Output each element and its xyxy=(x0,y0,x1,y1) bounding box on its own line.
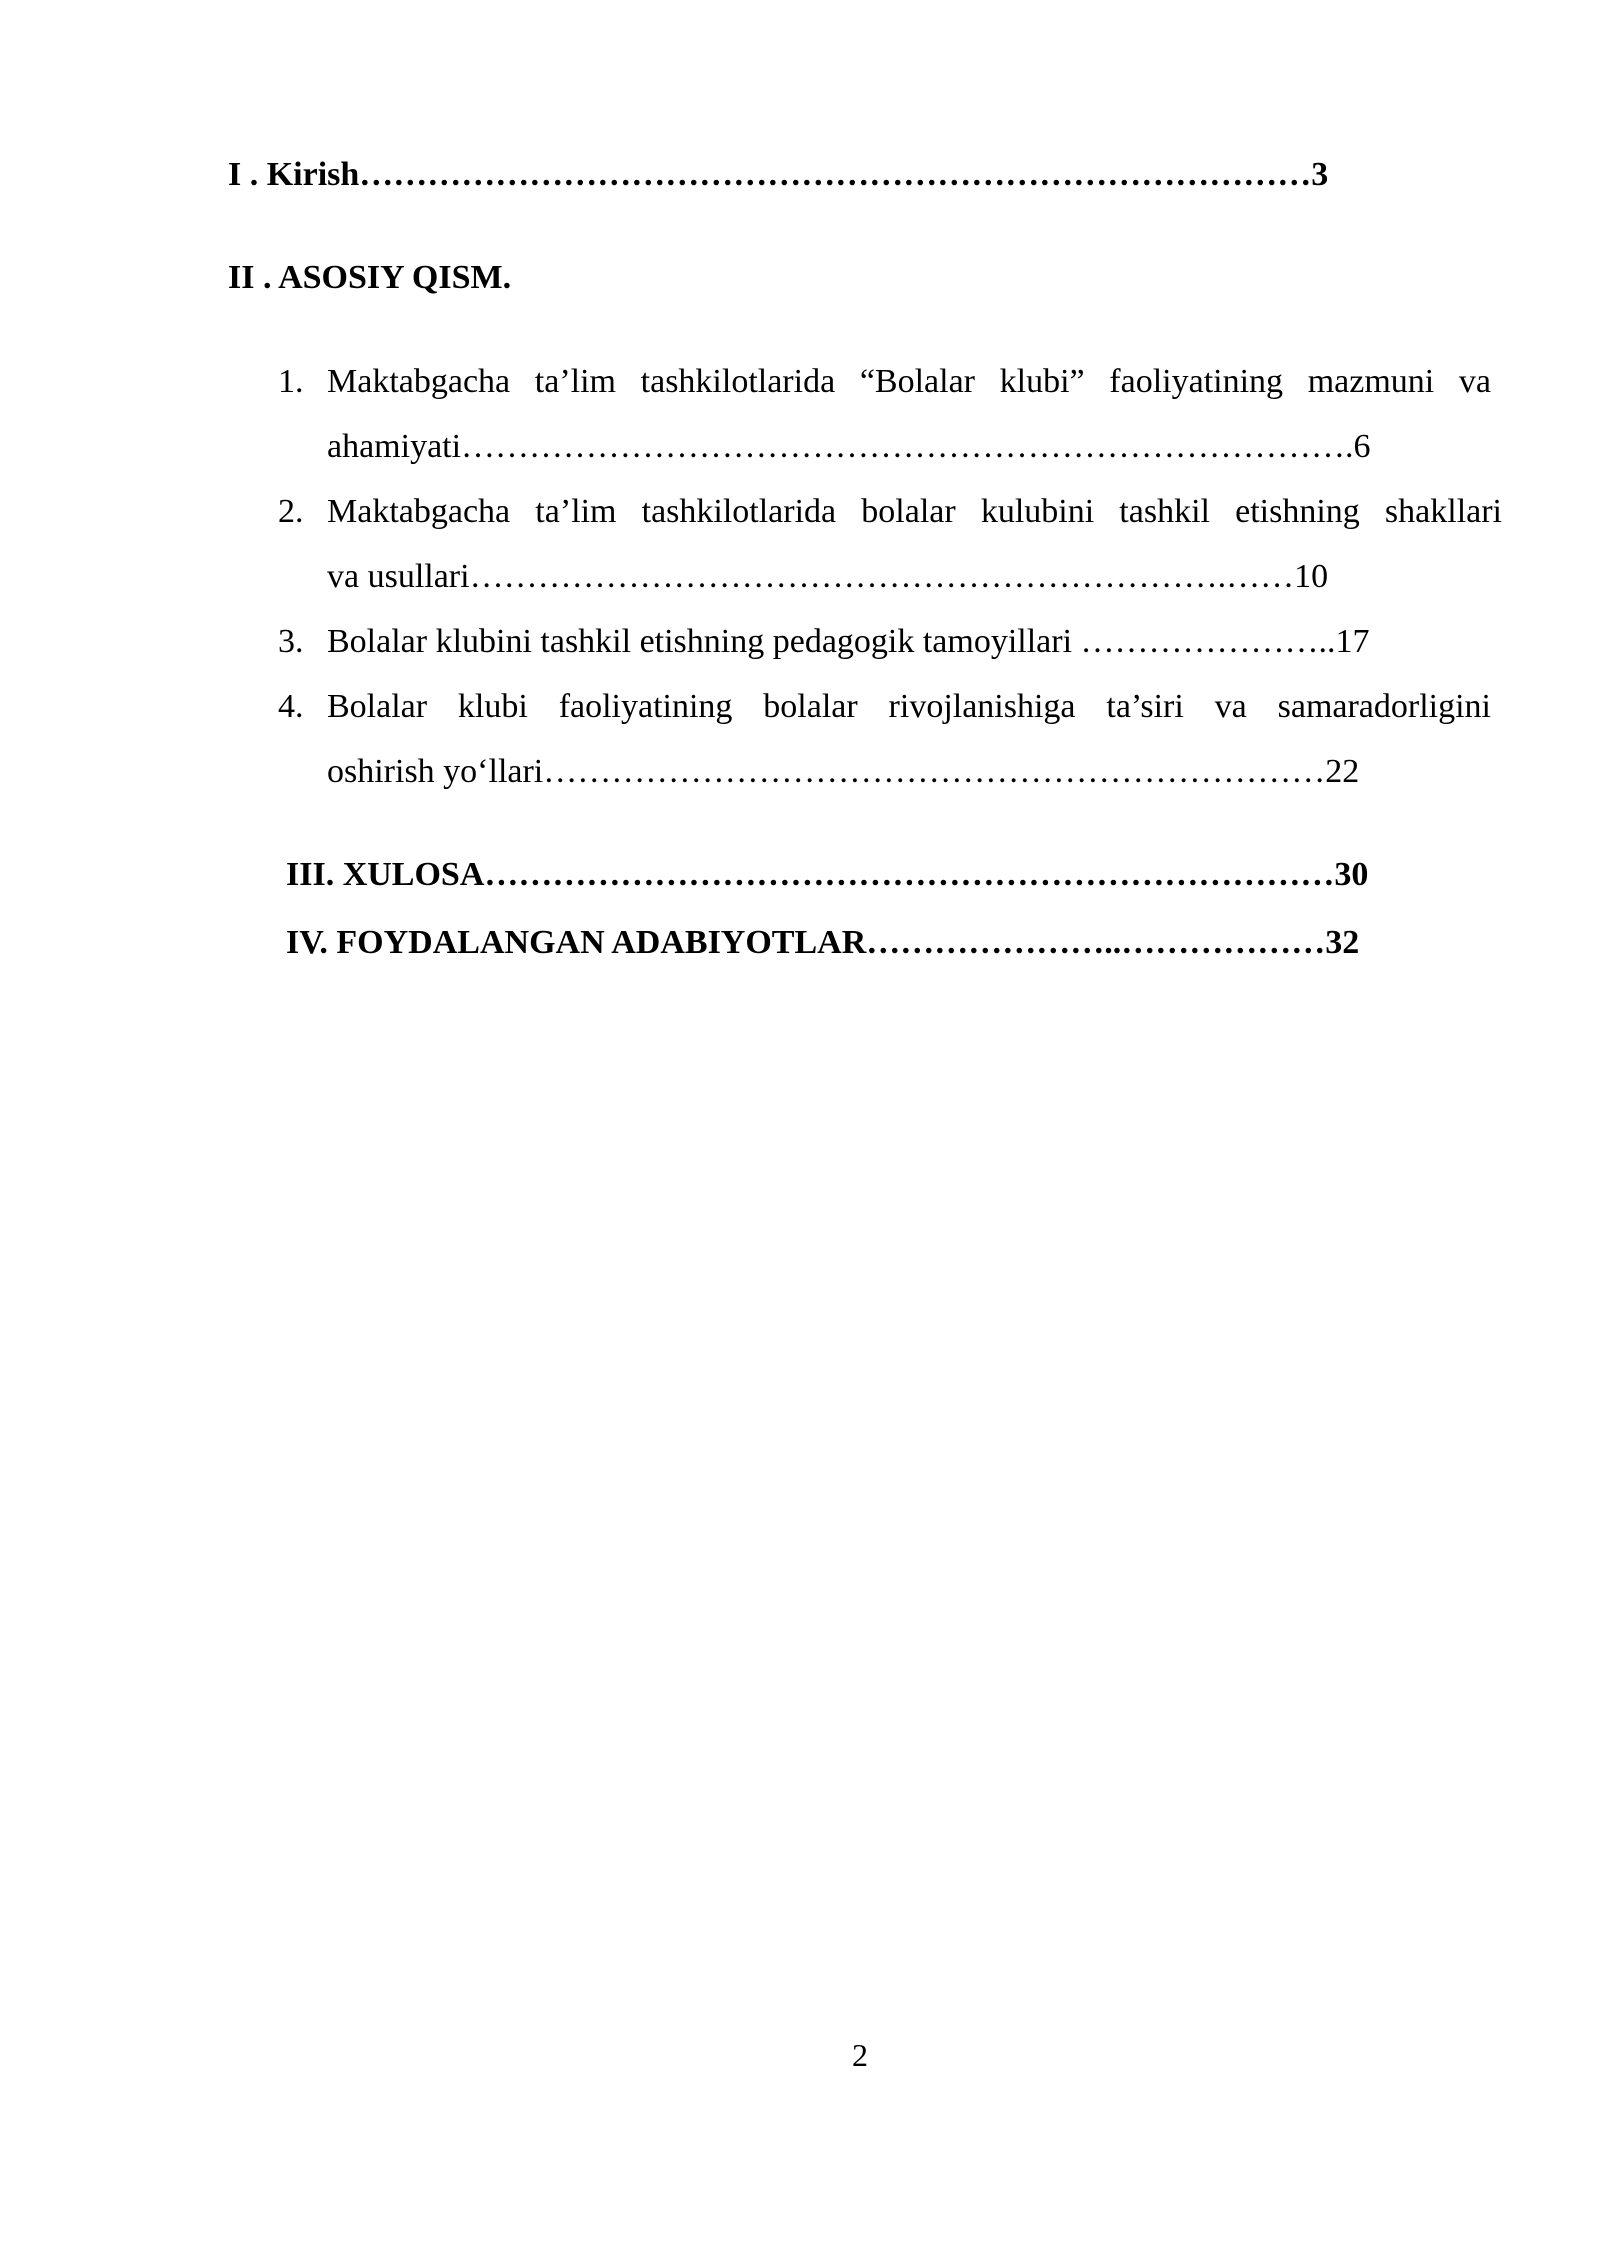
toc-item-number: 4. xyxy=(278,688,304,725)
toc-item-number: 3. xyxy=(278,623,304,660)
toc-entry-references: IV. FOYDALANGAN ADABIYOTLAR…………………..………………32 xyxy=(286,924,1360,961)
toc-item-title: Maktabgacha ta’lim tashkilotlarida bolalar kulubini tashkil etishning shakllari xyxy=(327,493,1502,530)
toc-entry-conclusion: III. XULOSA…………………………………………………………………30 xyxy=(286,856,1369,893)
toc-item-title: Bolalar klubi faoliyatining bolalar rivojlanishiga ta’siri va samaradorligini xyxy=(327,688,1491,725)
toc-heading-main: II . ASOSIY QISM. xyxy=(228,259,512,296)
toc-item-title: Bolalar klubini tashkil etishning pedagogik tamoyillari …………………..17 xyxy=(327,623,1370,660)
page-number: 2 xyxy=(852,2037,868,2073)
toc-item-number: 2. xyxy=(278,493,304,530)
toc-item-title-continuation: va usullari………………………………………………………….……10 xyxy=(327,558,1329,595)
toc-item-title-continuation: oshirish yo‘llari……………………………………………………………22 xyxy=(327,753,1360,790)
toc-item-number: 1. xyxy=(278,363,304,400)
toc-item-title-continuation: ahamiyati…………………………………………………………………….6 xyxy=(327,428,1371,465)
toc-entry-intro: I . Kirish…………………………………………………………………………3 xyxy=(228,156,1329,193)
toc-item-title: Maktabgacha ta’lim tashkilotlarida “Bolalar klubi” faoliyatining mazmuni va xyxy=(327,363,1491,400)
